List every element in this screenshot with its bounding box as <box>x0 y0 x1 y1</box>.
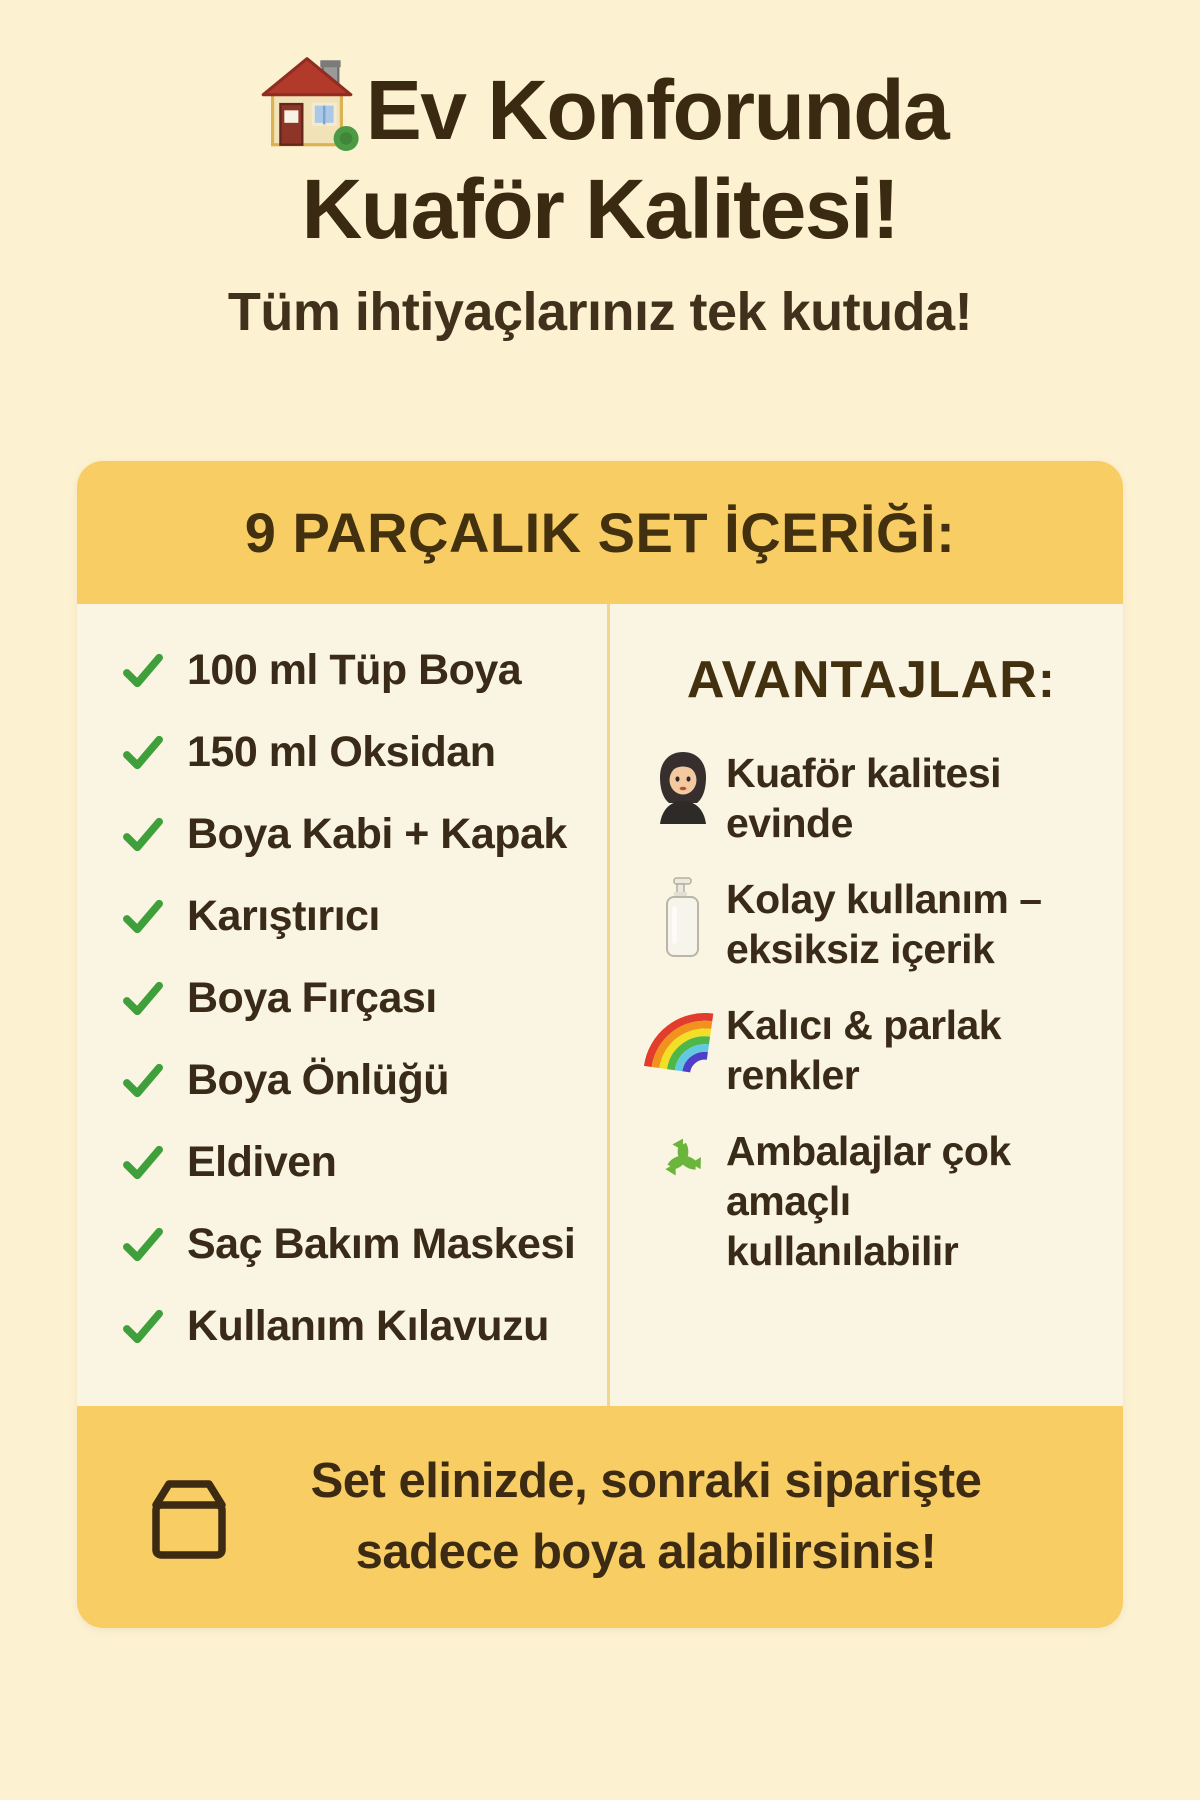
checkmark-icon <box>121 1144 165 1182</box>
checkmark-icon <box>121 1226 165 1264</box>
set-card-header: 9 PARÇALIK SET İÇERİĞİ: <box>77 461 1123 604</box>
footer-line1: Set elinizde, sonraki siparişte <box>310 1454 982 1509</box>
advantage-item-text: Ambalajlar çok amaçlı kullanılabilir <box>726 1128 1011 1275</box>
poster-title <box>0 0 1200 259</box>
poster-title-line1 <box>0 54 1200 160</box>
checklist-item <box>121 974 601 1023</box>
checklist-item-label: Saç Bakım Maskesi <box>187 1220 576 1269</box>
checklist-item-label: Kullanım Kılavuzu <box>187 1302 549 1351</box>
recycle-icon <box>640 1128 726 1190</box>
poster-title-text1: Ev Konforunda <box>365 63 949 157</box>
set-card-body <box>77 604 1123 1406</box>
checklist-item <box>121 728 601 777</box>
poster-title-line2: Kuaför Kalitesi! <box>301 162 899 257</box>
poster-subtitle: Tüm ihtiyaçlarınız tek kutuda! <box>227 282 973 343</box>
checklist-item-label: 100 ml Tüp Boya <box>187 646 522 695</box>
checkmark-icon <box>121 734 165 772</box>
advantage-item-text: Kalıcı & parlak renkler <box>726 1002 1002 1099</box>
rainbow-icon <box>640 1002 726 1076</box>
checkmark-icon <box>121 898 165 936</box>
checkmark-icon <box>121 816 165 854</box>
checklist-item <box>121 892 601 941</box>
set-contents-column <box>77 604 607 1406</box>
advantage-item <box>640 874 1103 974</box>
advantage-item <box>640 1000 1103 1100</box>
checklist-item-label: Boya Fırçası <box>187 974 437 1023</box>
woman-icon <box>640 750 726 824</box>
house-icon <box>252 54 362 151</box>
checklist-item-label: Karıştırıcı <box>187 892 380 941</box>
advantage-item-text: Kolay kullanım – eksiksiz içerik <box>726 876 1042 973</box>
checklist-item <box>121 1220 601 1269</box>
lotion-bottle-icon <box>640 876 726 960</box>
checkmark-icon <box>121 652 165 690</box>
house-chimney-top <box>320 60 340 67</box>
footer-banner <box>77 1406 1123 1628</box>
checklist-item <box>121 646 601 695</box>
house-door-sign <box>284 110 298 123</box>
checklist-item <box>121 1056 601 1105</box>
checklist-item-label: Boya Kabi + Kapak <box>187 810 567 859</box>
advantages-column <box>607 604 1123 1406</box>
checklist-item-label: Eldiven <box>187 1138 337 1187</box>
advantages-title: AVANTAJLAR: <box>686 651 1057 710</box>
box-icon <box>139 1471 239 1563</box>
set-card <box>77 461 1123 1628</box>
advantage-item-text: Kuaför kalitesi evinde <box>726 750 1002 847</box>
checkmark-icon <box>121 980 165 1018</box>
advantage-item <box>640 748 1103 848</box>
checklist-item <box>121 810 601 859</box>
advantage-item <box>640 1126 1103 1276</box>
checkmark-icon <box>121 1308 165 1346</box>
checklist-item <box>121 1302 601 1351</box>
checklist-item-label: 150 ml Oksidan <box>187 728 496 777</box>
footer-line2: sadece boya alabilirsinis! <box>355 1525 937 1580</box>
checklist-item <box>121 1138 601 1187</box>
checkmark-icon <box>121 1062 165 1100</box>
checklist-item-label: Boya Önlüğü <box>187 1056 450 1105</box>
house-door <box>280 104 302 145</box>
